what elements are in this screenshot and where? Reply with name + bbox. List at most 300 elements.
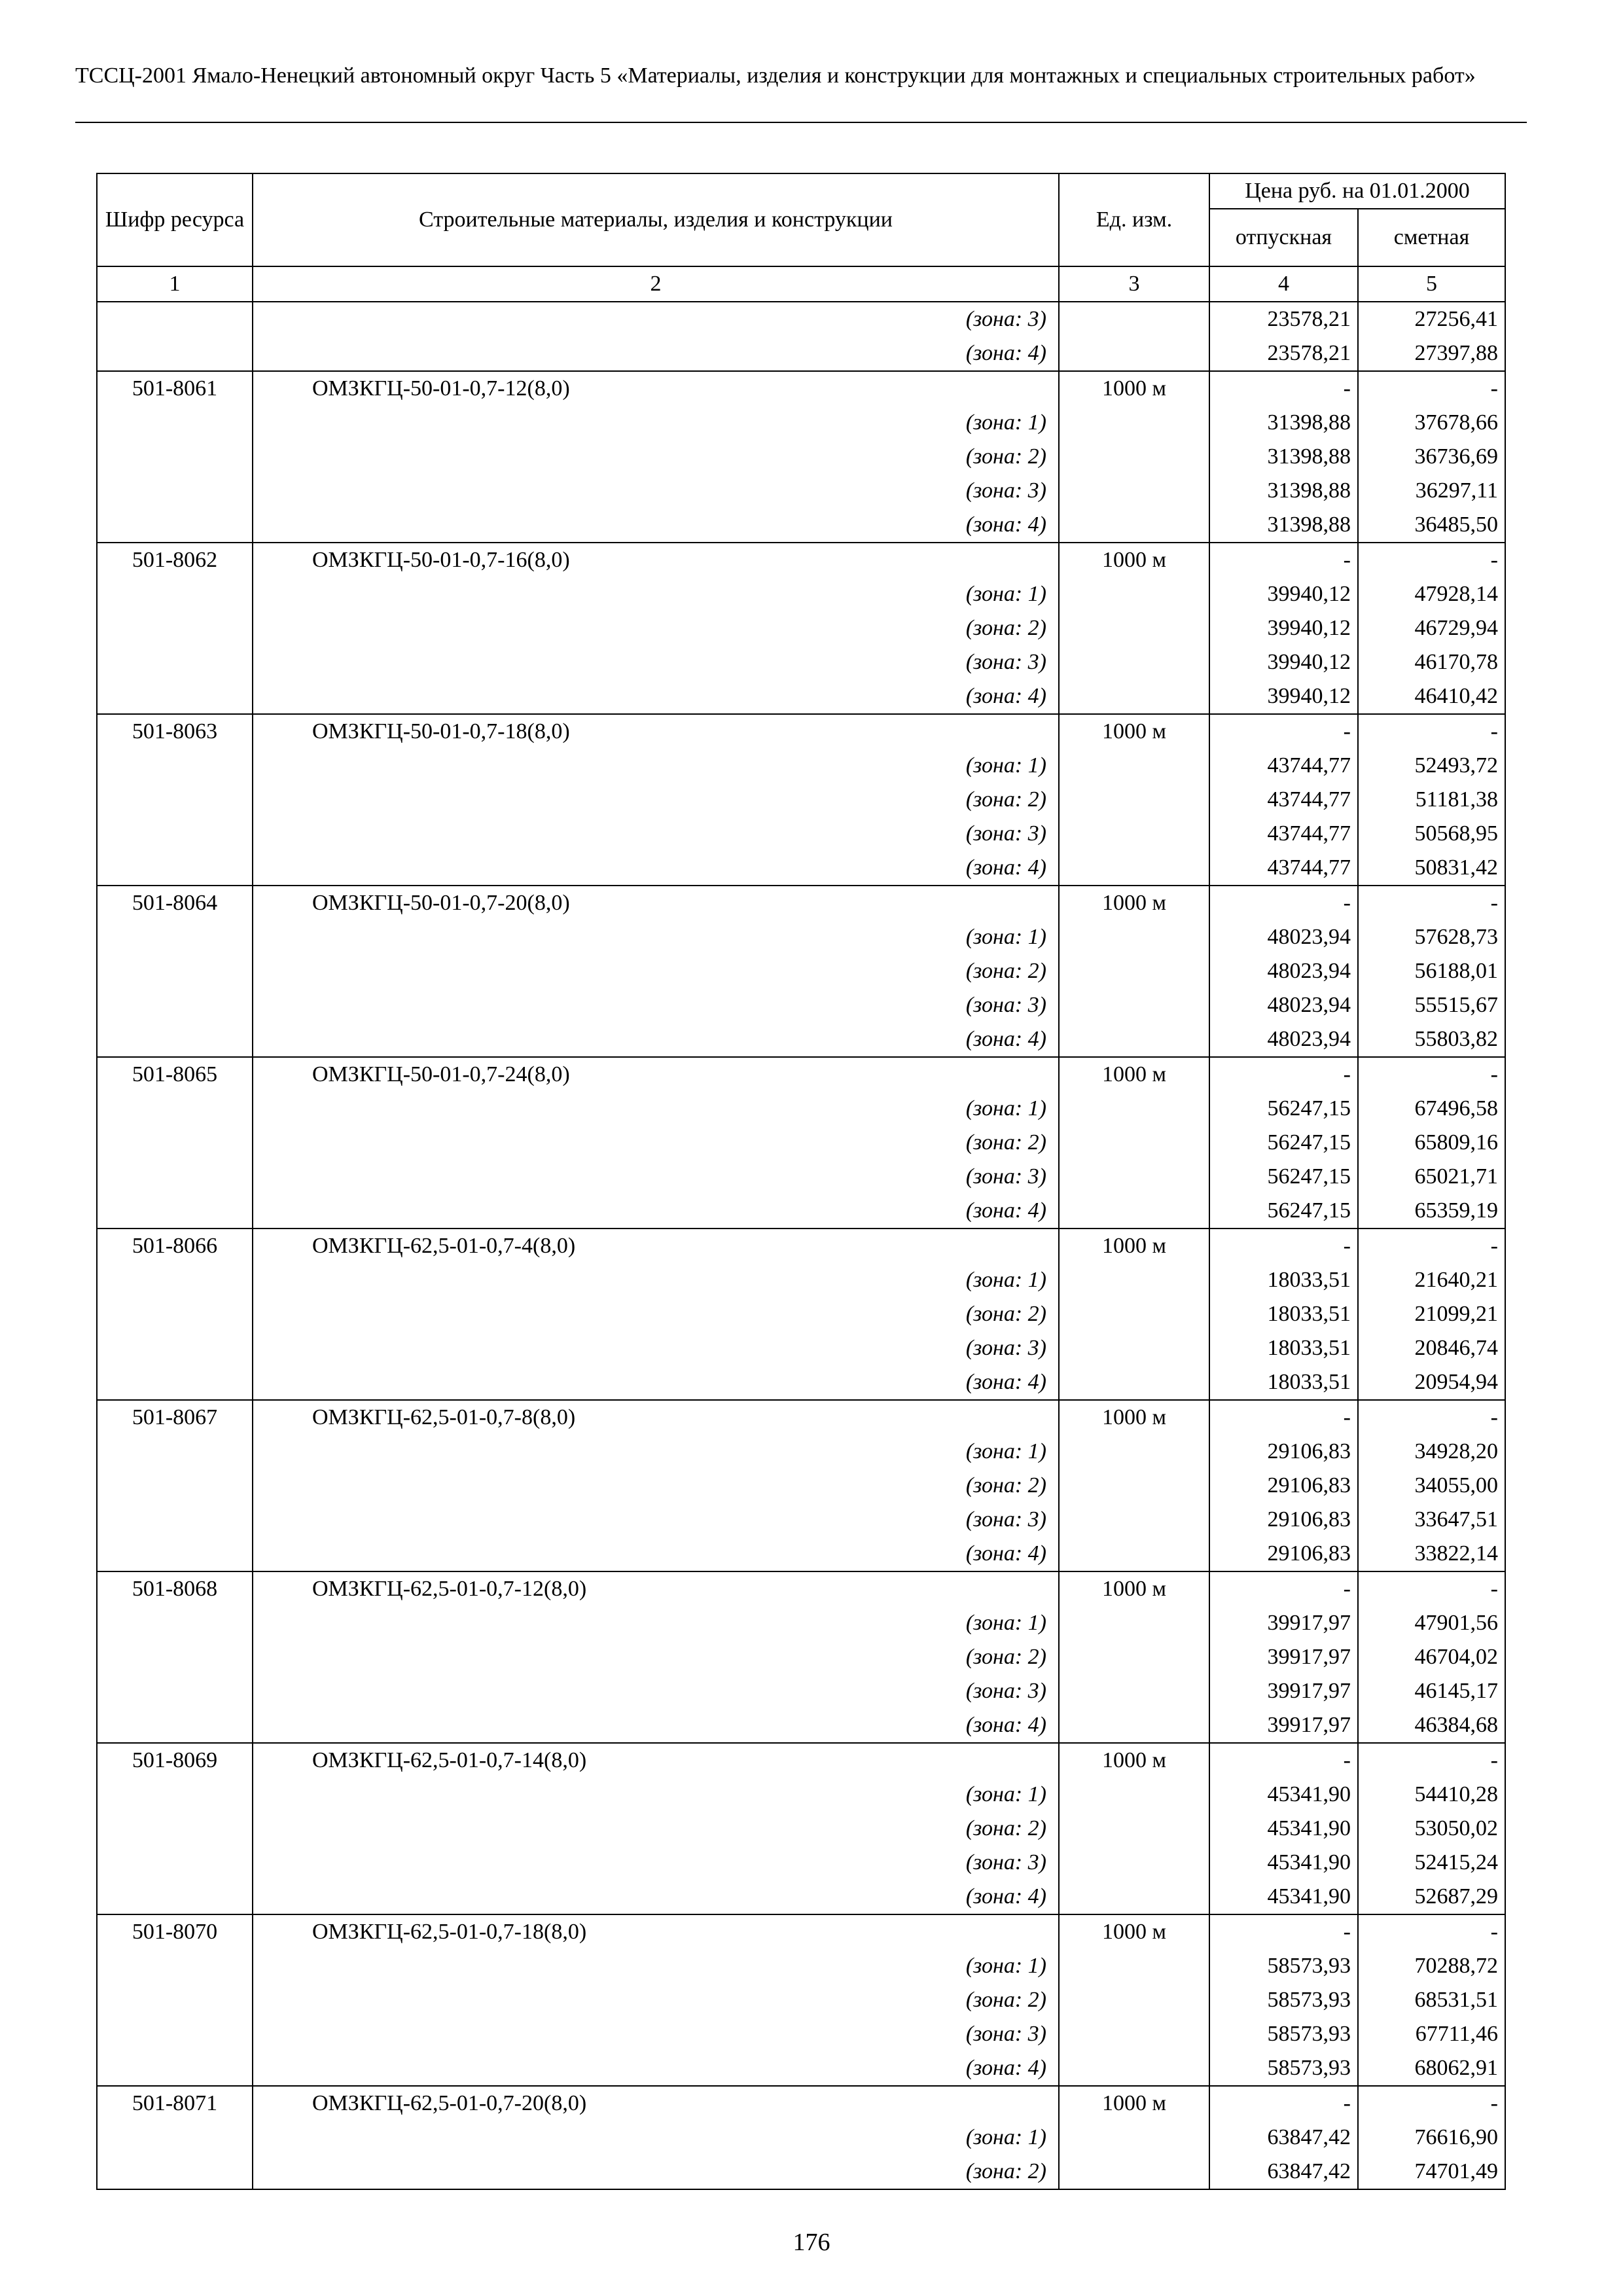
code-cell <box>97 302 253 336</box>
code-cell <box>97 645 253 679</box>
zone-row <box>97 1708 1505 1743</box>
release-price: - <box>1209 1229 1358 1263</box>
unit-cell <box>1059 1880 1209 1914</box>
zone-row <box>97 2121 1505 2155</box>
zone-row <box>97 817 1505 851</box>
resource-code: 501-8066 <box>97 1229 253 1263</box>
table-row <box>97 1229 1505 1263</box>
estimate-price: 53050,02 <box>1358 1812 1505 1846</box>
resource-code: 501-8071 <box>97 2086 253 2121</box>
estimate-price: 47901,56 <box>1358 1606 1505 1640</box>
release-price: 29106,83 <box>1209 1469 1358 1503</box>
code-cell <box>97 749 253 783</box>
unit-cell <box>1059 1778 1209 1812</box>
zone-row <box>97 1160 1505 1194</box>
estimate-price: - <box>1358 1914 1505 1949</box>
unit-cell <box>1059 1640 1209 1674</box>
zone-row <box>97 474 1505 508</box>
estimate-price: 27256,41 <box>1358 302 1505 336</box>
column-header-price-group: Цена руб. на 01.01.2000 <box>1209 173 1505 209</box>
zone-label: (зона: 1) <box>253 1949 1059 1983</box>
code-cell <box>97 851 253 886</box>
zone-label: (зона: 2) <box>253 1640 1059 1674</box>
code-cell <box>97 1640 253 1674</box>
estimate-price: 56188,01 <box>1358 954 1505 988</box>
column-number: 5 <box>1358 266 1505 302</box>
unit-cell <box>1059 611 1209 645</box>
estimate-price: 74701,49 <box>1358 2155 1505 2189</box>
resource-code: 501-8068 <box>97 1571 253 1606</box>
column-header-code: Шифр ресурса <box>97 173 253 266</box>
zone-label: (зона: 3) <box>253 474 1059 508</box>
material-name: ОМЗКГЦ-50-01-0,7-20(8,0) <box>253 886 1059 920</box>
zone-row <box>97 1022 1505 1057</box>
release-price: 39917,97 <box>1209 1708 1358 1743</box>
release-price: 56247,15 <box>1209 1160 1358 1194</box>
zone-label: (зона: 1) <box>253 1263 1059 1297</box>
unit-cell <box>1059 645 1209 679</box>
code-cell <box>97 474 253 508</box>
unit-cell <box>1059 679 1209 714</box>
estimate-price: - <box>1358 543 1505 577</box>
zone-label: (зона: 2) <box>253 2155 1059 2189</box>
release-price: 56247,15 <box>1209 1126 1358 1160</box>
release-price: 48023,94 <box>1209 988 1358 1022</box>
release-price: 31398,88 <box>1209 440 1358 474</box>
estimate-price: 52687,29 <box>1358 1880 1505 1914</box>
zone-row <box>97 920 1505 954</box>
estimate-price: 52493,72 <box>1358 749 1505 783</box>
zone-label: (зона: 2) <box>253 1469 1059 1503</box>
release-price: 39940,12 <box>1209 577 1358 611</box>
release-price: 58573,93 <box>1209 1983 1358 2017</box>
zone-row <box>97 406 1505 440</box>
resource-code: 501-8065 <box>97 1057 253 1092</box>
material-name: ОМЗКГЦ-50-01-0,7-16(8,0) <box>253 543 1059 577</box>
estimate-price: 70288,72 <box>1358 1949 1505 1983</box>
table-row <box>97 1400 1505 1435</box>
unit-cell: 1000 м <box>1059 1743 1209 1778</box>
code-cell <box>97 1537 253 1571</box>
table-row <box>97 371 1505 406</box>
unit-cell <box>1059 1949 1209 1983</box>
zone-row <box>97 783 1505 817</box>
release-price: 23578,21 <box>1209 336 1358 371</box>
release-price: 48023,94 <box>1209 920 1358 954</box>
zone-label: (зона: 3) <box>253 988 1059 1022</box>
document-header <box>75 63 1528 88</box>
estimate-price: 67711,46 <box>1358 2017 1505 2051</box>
zone-row <box>97 679 1505 714</box>
resource-code: 501-8063 <box>97 714 253 749</box>
estimate-price: 57628,73 <box>1358 920 1505 954</box>
table-row <box>97 1743 1505 1778</box>
unit-cell <box>1059 2051 1209 2086</box>
zone-row <box>97 2017 1505 2051</box>
estimate-price: 20954,94 <box>1358 1365 1505 1400</box>
zone-row <box>97 954 1505 988</box>
release-price: 48023,94 <box>1209 1022 1358 1057</box>
code-cell <box>97 577 253 611</box>
code-cell <box>97 1846 253 1880</box>
estimate-price: 37678,66 <box>1358 406 1505 440</box>
release-price: 18033,51 <box>1209 1331 1358 1365</box>
release-price: 31398,88 <box>1209 474 1358 508</box>
code-cell <box>97 1194 253 1229</box>
unit-cell: 1000 м <box>1059 1914 1209 1949</box>
column-numbers-row <box>97 266 1505 302</box>
resource-code: 501-8064 <box>97 886 253 920</box>
release-price: 18033,51 <box>1209 1297 1358 1331</box>
code-cell <box>97 1503 253 1537</box>
material-name: ОМЗКГЦ-50-01-0,7-18(8,0) <box>253 714 1059 749</box>
estimate-price: 68531,51 <box>1358 1983 1505 2017</box>
zone-label: (зона: 2) <box>253 440 1059 474</box>
code-cell <box>97 2155 253 2189</box>
zone-row <box>97 1983 1505 2017</box>
zone-row <box>97 302 1505 336</box>
release-price: 45341,90 <box>1209 1778 1358 1812</box>
release-price: 43744,77 <box>1209 749 1358 783</box>
column-number: 4 <box>1209 266 1358 302</box>
release-price: 29106,83 <box>1209 1503 1358 1537</box>
code-cell <box>97 336 253 371</box>
zone-row <box>97 1126 1505 1160</box>
release-price: 43744,77 <box>1209 783 1358 817</box>
material-name: ОМЗКГЦ-50-01-0,7-24(8,0) <box>253 1057 1059 1092</box>
zone-label: (зона: 4) <box>253 1194 1059 1229</box>
code-cell <box>97 1092 253 1126</box>
unit-cell <box>1059 1435 1209 1469</box>
column-number: 2 <box>253 266 1059 302</box>
release-price: 39917,97 <box>1209 1674 1358 1708</box>
estimate-price: 65021,71 <box>1358 1160 1505 1194</box>
release-price: - <box>1209 1057 1358 1092</box>
material-name: ОМЗКГЦ-50-01-0,7-12(8,0) <box>253 371 1059 406</box>
release-price: - <box>1209 1571 1358 1606</box>
unit-cell <box>1059 1022 1209 1057</box>
release-price: 43744,77 <box>1209 817 1358 851</box>
zone-label: (зона: 2) <box>253 954 1059 988</box>
table-row <box>97 714 1505 749</box>
release-price: 29106,83 <box>1209 1537 1358 1571</box>
unit-cell: 1000 м <box>1059 371 1209 406</box>
unit-cell <box>1059 1092 1209 1126</box>
unit-cell <box>1059 1812 1209 1846</box>
estimate-price: 54410,28 <box>1358 1778 1505 1812</box>
zone-row <box>97 749 1505 783</box>
unit-cell <box>1059 1674 1209 1708</box>
zone-label: (зона: 2) <box>253 611 1059 645</box>
zone-row <box>97 1606 1505 1640</box>
code-cell <box>97 1812 253 1846</box>
material-name: ОМЗКГЦ-62,5-01-0,7-14(8,0) <box>253 1743 1059 1778</box>
release-price: 18033,51 <box>1209 1365 1358 1400</box>
release-price: - <box>1209 714 1358 749</box>
estimate-price: 46704,02 <box>1358 1640 1505 1674</box>
release-price: 58573,93 <box>1209 2051 1358 2086</box>
unit-cell: 1000 м <box>1059 714 1209 749</box>
zone-row <box>97 1949 1505 1983</box>
code-cell <box>97 1606 253 1640</box>
code-cell <box>97 1297 253 1331</box>
zone-label: (зона: 4) <box>253 1708 1059 1743</box>
zone-row <box>97 1778 1505 1812</box>
zone-label: (зона: 4) <box>253 508 1059 543</box>
estimate-price: 65359,19 <box>1358 1194 1505 1229</box>
unit-cell: 1000 м <box>1059 2086 1209 2121</box>
code-cell <box>97 1160 253 1194</box>
zone-row <box>97 440 1505 474</box>
estimate-price: 36736,69 <box>1358 440 1505 474</box>
code-cell <box>97 1022 253 1057</box>
zone-label: (зона: 2) <box>253 783 1059 817</box>
code-cell <box>97 2051 253 2086</box>
zone-label: (зона: 4) <box>253 1022 1059 1057</box>
code-cell <box>97 440 253 474</box>
estimate-price: - <box>1358 1743 1505 1778</box>
unit-cell <box>1059 2017 1209 2051</box>
code-cell <box>97 1880 253 1914</box>
release-price: 31398,88 <box>1209 406 1358 440</box>
code-cell <box>97 1708 253 1743</box>
unit-cell <box>1059 749 1209 783</box>
release-price: 39940,12 <box>1209 611 1358 645</box>
zone-row <box>97 1263 1505 1297</box>
release-price: 29106,83 <box>1209 1435 1358 1469</box>
unit-cell <box>1059 336 1209 371</box>
release-price: 23578,21 <box>1209 302 1358 336</box>
unit-cell <box>1059 1365 1209 1400</box>
zone-label: (зона: 3) <box>253 1331 1059 1365</box>
estimate-price: 46170,78 <box>1358 645 1505 679</box>
estimate-price: 76616,90 <box>1358 2121 1505 2155</box>
code-cell <box>97 508 253 543</box>
release-price: - <box>1209 1914 1358 1949</box>
zone-row <box>97 1537 1505 1571</box>
zone-row <box>97 1092 1505 1126</box>
unit-cell <box>1059 577 1209 611</box>
zone-row <box>97 988 1505 1022</box>
zone-row <box>97 1812 1505 1846</box>
release-price: 43744,77 <box>1209 851 1358 886</box>
unit-cell <box>1059 817 1209 851</box>
resource-code: 501-8067 <box>97 1400 253 1435</box>
unit-cell <box>1059 1126 1209 1160</box>
code-cell <box>97 1469 253 1503</box>
table-row <box>97 1914 1505 1949</box>
code-cell <box>97 2017 253 2051</box>
material-name: ОМЗКГЦ-62,5-01-0,7-12(8,0) <box>253 1571 1059 1606</box>
zone-label: (зона: 4) <box>253 336 1059 371</box>
estimate-price: - <box>1358 886 1505 920</box>
zone-label: (зона: 4) <box>253 1880 1059 1914</box>
zone-row <box>97 2155 1505 2189</box>
estimate-price: 50568,95 <box>1358 817 1505 851</box>
zone-row <box>97 577 1505 611</box>
estimate-price: 46729,94 <box>1358 611 1505 645</box>
zone-row <box>97 1503 1505 1537</box>
estimate-price: 52415,24 <box>1358 1846 1505 1880</box>
zone-label: (зона: 1) <box>253 2121 1059 2155</box>
zone-row <box>97 336 1505 371</box>
table-row <box>97 2086 1505 2121</box>
unit-cell <box>1059 920 1209 954</box>
release-price: 58573,93 <box>1209 1949 1358 1983</box>
code-cell <box>97 954 253 988</box>
material-name: ОМЗКГЦ-62,5-01-0,7-4(8,0) <box>253 1229 1059 1263</box>
estimate-price: 27397,88 <box>1358 336 1505 371</box>
release-price: - <box>1209 543 1358 577</box>
code-cell <box>97 817 253 851</box>
unit-cell <box>1059 1194 1209 1229</box>
code-cell <box>97 1778 253 1812</box>
release-price: 45341,90 <box>1209 1812 1358 1846</box>
zone-label: (зона: 2) <box>253 1126 1059 1160</box>
zone-row <box>97 1194 1505 1229</box>
zone-label: (зона: 4) <box>253 1365 1059 1400</box>
unit-cell <box>1059 440 1209 474</box>
zone-row <box>97 1297 1505 1331</box>
price-table <box>96 173 1506 2190</box>
estimate-price: - <box>1358 1229 1505 1263</box>
table-row <box>97 886 1505 920</box>
zone-label: (зона: 4) <box>253 1537 1059 1571</box>
unit-cell: 1000 м <box>1059 1400 1209 1435</box>
code-cell <box>97 1263 253 1297</box>
zone-row <box>97 508 1505 543</box>
code-cell <box>97 1983 253 2017</box>
zone-label: (зона: 1) <box>253 406 1059 440</box>
zone-label: (зона: 1) <box>253 1092 1059 1126</box>
unit-cell <box>1059 1983 1209 2017</box>
release-price: 39940,12 <box>1209 645 1358 679</box>
unit-cell <box>1059 1297 1209 1331</box>
table-header-row <box>97 173 1505 209</box>
estimate-price: 21099,21 <box>1358 1297 1505 1331</box>
release-price: - <box>1209 2086 1358 2121</box>
zone-row <box>97 611 1505 645</box>
zone-row <box>97 1435 1505 1469</box>
code-cell <box>97 1674 253 1708</box>
table-row <box>97 543 1505 577</box>
estimate-price: 21640,21 <box>1358 1263 1505 1297</box>
document-title: ТССЦ-2001 Ямало-Ненецкий автономный округ Часть 5 «Материалы, изделия и конструкции для монтажных и специальных строительных работ» <box>75 63 1476 88</box>
unit-cell <box>1059 1537 1209 1571</box>
unit-cell <box>1059 1708 1209 1743</box>
estimate-price: 46384,68 <box>1358 1708 1505 1743</box>
unit-cell: 1000 м <box>1059 543 1209 577</box>
zone-label: (зона: 3) <box>253 1160 1059 1194</box>
header-rule <box>75 122 1527 123</box>
zone-label: (зона: 3) <box>253 1846 1059 1880</box>
release-price: 39917,97 <box>1209 1640 1358 1674</box>
zone-label: (зона: 2) <box>253 1297 1059 1331</box>
release-price: - <box>1209 1400 1358 1435</box>
code-cell <box>97 679 253 714</box>
estimate-price: 33822,14 <box>1358 1537 1505 1571</box>
zone-label: (зона: 4) <box>253 2051 1059 2086</box>
unit-cell: 1000 м <box>1059 1229 1209 1263</box>
table-row <box>97 1571 1505 1606</box>
zone-label: (зона: 2) <box>253 1983 1059 2017</box>
unit-cell <box>1059 406 1209 440</box>
code-cell <box>97 611 253 645</box>
column-header-release: отпускная <box>1209 209 1358 266</box>
zone-label: (зона: 1) <box>253 1778 1059 1812</box>
code-cell <box>97 2121 253 2155</box>
zone-label: (зона: 3) <box>253 1674 1059 1708</box>
release-price: 45341,90 <box>1209 1880 1358 1914</box>
code-cell <box>97 1365 253 1400</box>
unit-cell <box>1059 783 1209 817</box>
estimate-price: - <box>1358 1571 1505 1606</box>
zone-row <box>97 851 1505 886</box>
zone-row <box>97 1640 1505 1674</box>
estimate-price: - <box>1358 2086 1505 2121</box>
release-price: 31398,88 <box>1209 508 1358 543</box>
unit-cell: 1000 м <box>1059 1057 1209 1092</box>
resource-code: 501-8062 <box>97 543 253 577</box>
code-cell <box>97 1949 253 1983</box>
estimate-price: 36485,50 <box>1358 508 1505 543</box>
estimate-price: - <box>1358 714 1505 749</box>
material-name: ОМЗКГЦ-62,5-01-0,7-18(8,0) <box>253 1914 1059 1949</box>
estimate-price: 47928,14 <box>1358 577 1505 611</box>
zone-label: (зона: 3) <box>253 302 1059 336</box>
unit-cell <box>1059 1503 1209 1537</box>
zone-row <box>97 2051 1505 2086</box>
material-name: ОМЗКГЦ-62,5-01-0,7-8(8,0) <box>253 1400 1059 1435</box>
resource-code: 501-8070 <box>97 1914 253 1949</box>
code-cell <box>97 406 253 440</box>
zone-row <box>97 1674 1505 1708</box>
unit-cell <box>1059 1846 1209 1880</box>
zone-label: (зона: 3) <box>253 645 1059 679</box>
zone-label: (зона: 1) <box>253 749 1059 783</box>
zone-label: (зона: 1) <box>253 1606 1059 1640</box>
estimate-price: 65809,16 <box>1358 1126 1505 1160</box>
column-header-unit: Ед. изм. <box>1059 173 1209 266</box>
unit-cell <box>1059 1263 1209 1297</box>
release-price: 18033,51 <box>1209 1263 1358 1297</box>
code-cell <box>97 1435 253 1469</box>
estimate-price: - <box>1358 1057 1505 1092</box>
zone-row <box>97 1469 1505 1503</box>
release-price: - <box>1209 886 1358 920</box>
code-cell <box>97 988 253 1022</box>
column-header-estimate: сметная <box>1358 209 1505 266</box>
zone-label: (зона: 4) <box>253 679 1059 714</box>
column-header-name: Строительные материалы, изделия и конструкции <box>253 173 1059 266</box>
release-price: 39940,12 <box>1209 679 1358 714</box>
release-price: 58573,93 <box>1209 2017 1358 2051</box>
zone-label: (зона: 2) <box>253 1812 1059 1846</box>
release-price: - <box>1209 1743 1358 1778</box>
estimate-price: 55803,82 <box>1358 1022 1505 1057</box>
code-cell <box>97 783 253 817</box>
unit-cell <box>1059 988 1209 1022</box>
zone-row <box>97 1331 1505 1365</box>
release-price: 63847,42 <box>1209 2121 1358 2155</box>
estimate-price: 34928,20 <box>1358 1435 1505 1469</box>
unit-cell <box>1059 508 1209 543</box>
estimate-price: 46145,17 <box>1358 1674 1505 1708</box>
unit-cell <box>1059 1331 1209 1365</box>
zone-row <box>97 1880 1505 1914</box>
zone-label: (зона: 3) <box>253 817 1059 851</box>
estimate-price: 33647,51 <box>1358 1503 1505 1537</box>
